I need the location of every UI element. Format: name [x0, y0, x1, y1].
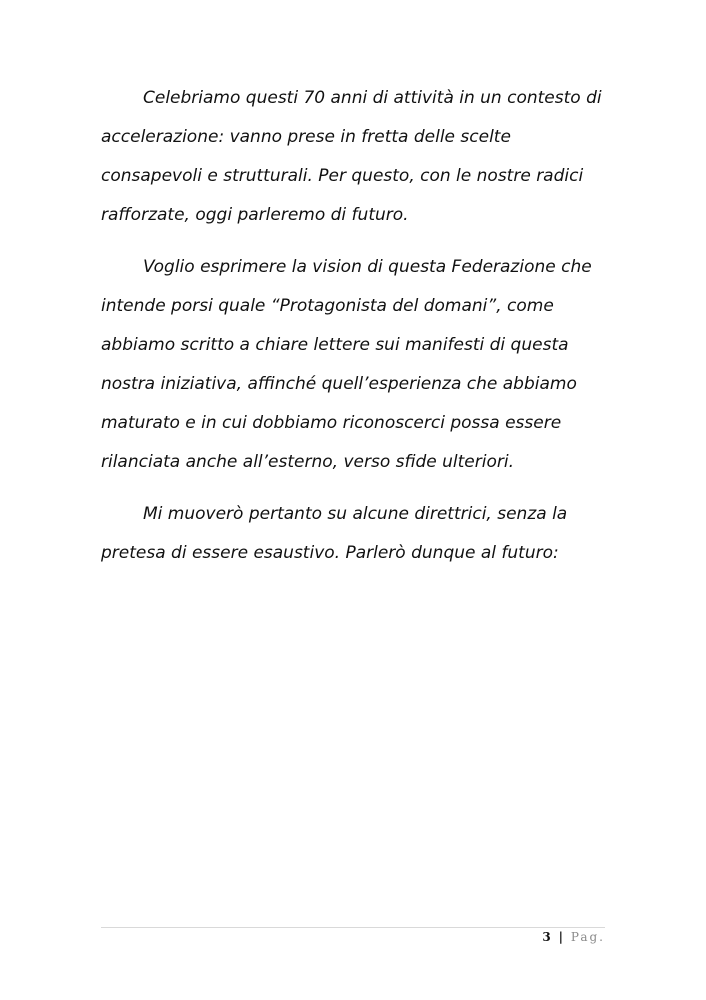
- paragraph-line: rilanciata anche all’esterno, verso sfide ulteriori.: [101, 452, 514, 472]
- page-number: 3: [542, 930, 551, 944]
- footer-separator: |: [558, 930, 563, 944]
- document-body: [101, 79, 621, 586]
- paragraph-2: [101, 248, 621, 482]
- paragraph-line: Mi muoverò pertanto su alcune direttrici, senza la: [143, 504, 568, 524]
- paragraph-line: maturato e in cui dobbiamo riconoscerci possa essere: [101, 413, 562, 433]
- page-label: Pag.: [570, 930, 605, 944]
- paragraph-line: abbiamo scritto a chiare lettere sui manifesti di questa: [101, 335, 569, 355]
- paragraph-line: rafforzate, oggi parleremo di futuro.: [101, 205, 409, 225]
- paragraph-3: [101, 495, 621, 573]
- paragraph-line: Voglio esprimere la vision di questa Federazione che: [143, 257, 592, 277]
- paragraph-line: accelerazione: vanno prese in fretta delle scelte: [101, 127, 511, 147]
- paragraph-line: consapevoli e strutturali. Per questo, con le nostre radici: [101, 166, 584, 186]
- footer-divider: [101, 927, 605, 928]
- paragraph-line: intende porsi quale “Protagonista del domani”, come: [101, 296, 554, 316]
- paragraph-1: [101, 79, 621, 235]
- paragraph-line: Celebriamo questi 70 anni di attività in un contesto di: [143, 88, 602, 108]
- page-footer: [542, 928, 605, 946]
- paragraph-line: pretesa di essere esaustivo. Parlerò dunque al futuro:: [101, 543, 559, 563]
- paragraph-line: nostra iniziativa, affinché quell’esperienza che abbiamo: [101, 374, 577, 394]
